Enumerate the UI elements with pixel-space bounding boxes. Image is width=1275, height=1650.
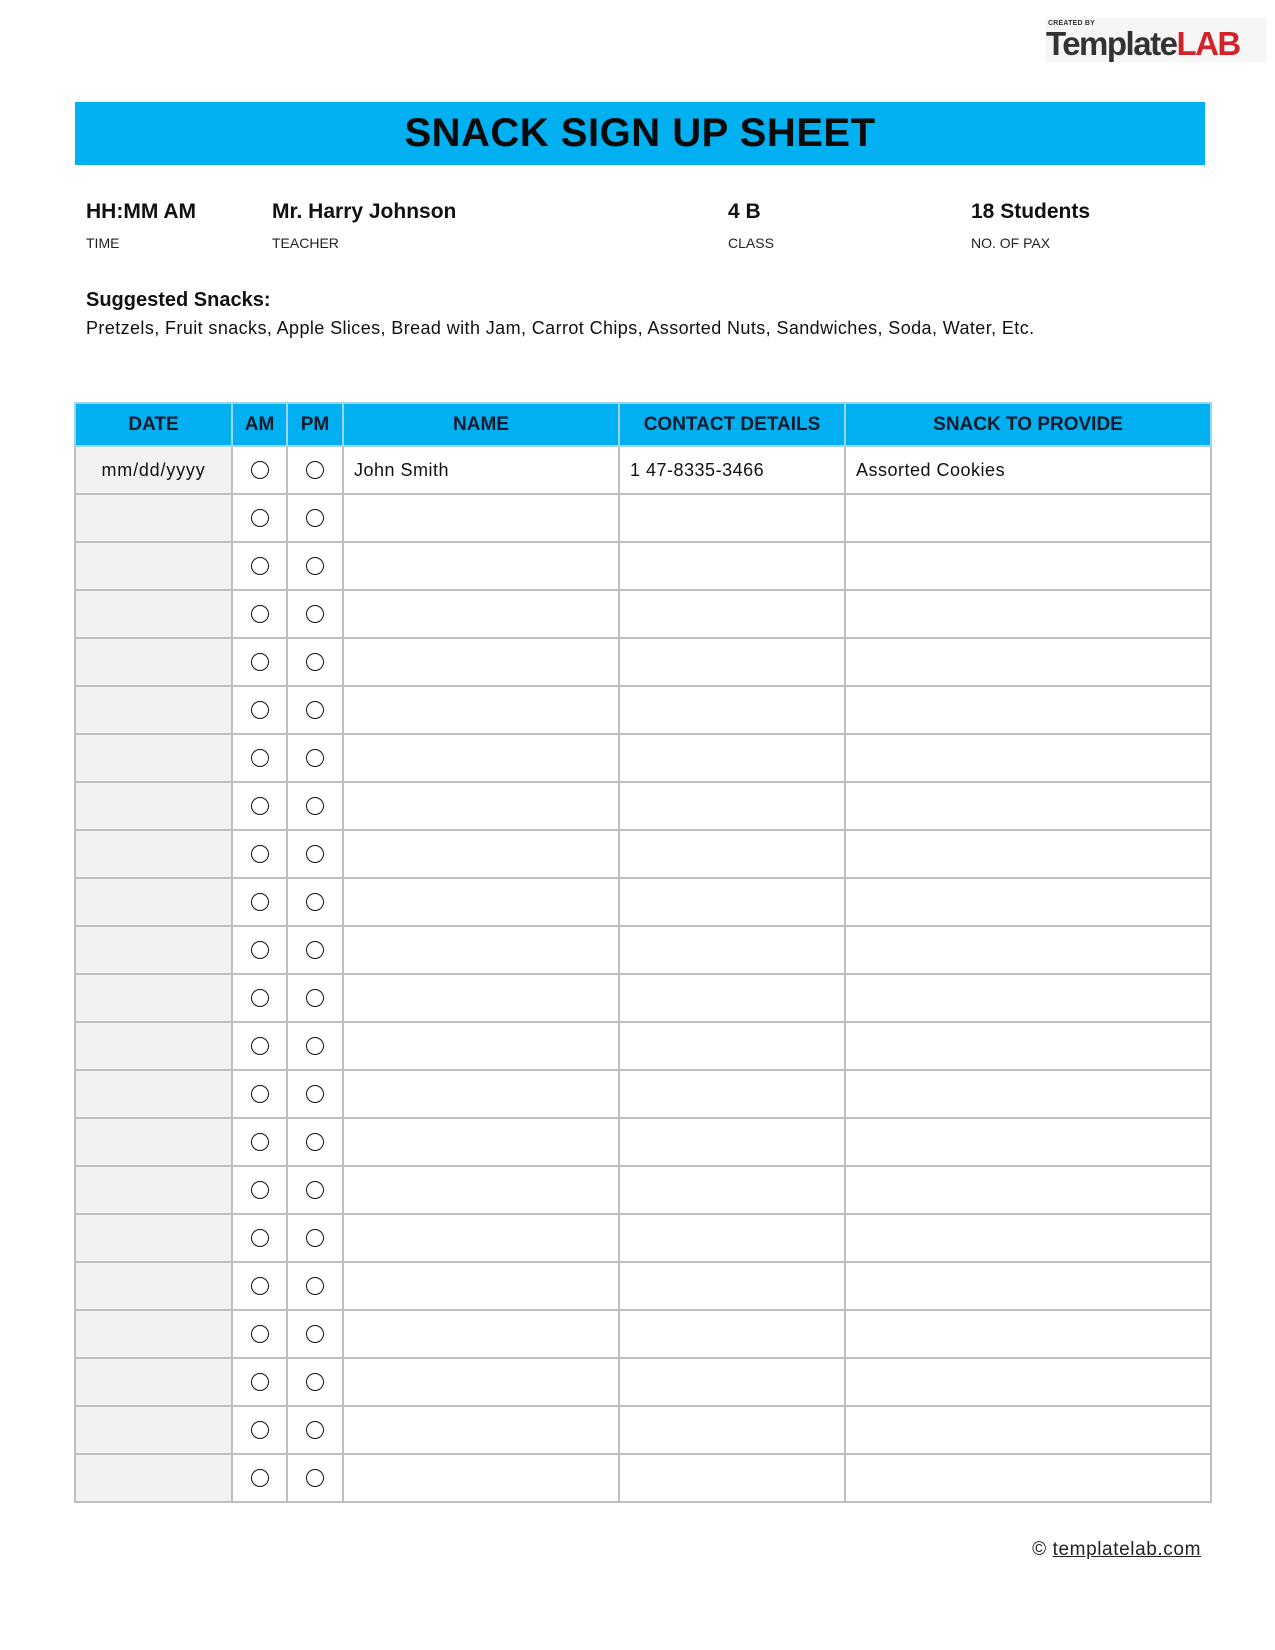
name-cell[interactable] (343, 974, 619, 1022)
table-header-row (75, 403, 1211, 446)
pm-cell (287, 1214, 343, 1262)
pm-radio[interactable] (306, 509, 324, 527)
contact-cell[interactable] (619, 1022, 845, 1070)
contact-cell[interactable] (619, 830, 845, 878)
date-cell[interactable] (75, 782, 232, 830)
pm-radio[interactable] (306, 1277, 324, 1295)
date-cell[interactable] (75, 1358, 232, 1406)
pm-cell (287, 1358, 343, 1406)
contact-cell[interactable] (619, 1118, 845, 1166)
header-snack: SNACK TO PROVIDE (845, 403, 1211, 446)
pm-cell (287, 974, 343, 1022)
contact-cell[interactable] (619, 1070, 845, 1118)
class-label: CLASS (728, 235, 774, 251)
contact-cell[interactable]: 1 47-8335-3466 (619, 446, 845, 494)
table-row (75, 494, 1211, 542)
date-cell[interactable]: mm/dd/yyyy (75, 446, 232, 494)
pm-cell (287, 734, 343, 782)
pm-radio[interactable] (306, 1229, 324, 1247)
contact-cell[interactable] (619, 590, 845, 638)
pm-cell (287, 686, 343, 734)
pm-cell (287, 1262, 343, 1310)
am-cell (232, 1406, 287, 1454)
name-cell[interactable] (343, 1118, 619, 1166)
pm-cell (287, 830, 343, 878)
snack-cell[interactable] (845, 1022, 1211, 1070)
contact-cell[interactable] (619, 782, 845, 830)
am-cell (232, 782, 287, 830)
pm-radio[interactable] (306, 1469, 324, 1487)
table-row (75, 1454, 1211, 1502)
am-cell (232, 638, 287, 686)
header-contact: CONTACT DETAILS (619, 403, 845, 446)
name-cell[interactable] (343, 1454, 619, 1502)
pm-radio[interactable] (306, 1085, 324, 1103)
table-row (75, 1070, 1211, 1118)
pm-radio[interactable] (306, 653, 324, 671)
table-row (75, 1358, 1211, 1406)
name-cell[interactable] (343, 638, 619, 686)
pm-cell (287, 1166, 343, 1214)
snack-cell[interactable] (845, 1118, 1211, 1166)
pm-cell (287, 1022, 343, 1070)
teacher-value[interactable]: Mr. Harry Johnson (272, 200, 457, 223)
logo-brand (1046, 24, 1240, 64)
suggested-snacks-heading: Suggested Snacks: (86, 289, 271, 311)
am-cell (232, 1262, 287, 1310)
am-cell (232, 1358, 287, 1406)
pm-radio[interactable] (306, 701, 324, 719)
pm-radio[interactable] (306, 1181, 324, 1199)
table-row (75, 446, 1211, 494)
pm-cell (287, 446, 343, 494)
templatelab-link[interactable]: templatelab.com (1052, 1539, 1201, 1560)
am-cell (232, 1118, 287, 1166)
name-cell[interactable] (343, 1310, 619, 1358)
date-cell[interactable] (75, 542, 232, 590)
table-row (75, 590, 1211, 638)
table-row (75, 1310, 1211, 1358)
date-cell[interactable] (75, 830, 232, 878)
name-cell[interactable] (343, 830, 619, 878)
snack-cell[interactable] (845, 1454, 1211, 1502)
date-cell[interactable] (75, 1166, 232, 1214)
pm-radio[interactable] (306, 1133, 324, 1151)
am-cell (232, 1070, 287, 1118)
am-cell (232, 1454, 287, 1502)
snack-cell[interactable] (845, 830, 1211, 878)
date-cell[interactable] (75, 974, 232, 1022)
info-class (728, 200, 774, 251)
footer (1032, 1539, 1201, 1561)
snack-cell[interactable] (845, 734, 1211, 782)
date-cell[interactable] (75, 1310, 232, 1358)
am-radio[interactable] (251, 1277, 269, 1295)
signup-table (74, 402, 1212, 1503)
am-cell (232, 830, 287, 878)
contact-cell[interactable] (619, 878, 845, 926)
pax-value[interactable]: 18 Students (971, 200, 1091, 223)
header-pm: PM (287, 403, 343, 446)
time-value[interactable]: HH:MM AM (86, 200, 197, 223)
am-radio[interactable] (251, 605, 269, 623)
logo-brand-template: Template (1046, 25, 1177, 62)
snack-cell[interactable] (845, 1166, 1211, 1214)
name-cell[interactable] (343, 1214, 619, 1262)
am-radio[interactable] (251, 1181, 269, 1199)
date-cell[interactable] (75, 1406, 232, 1454)
am-radio[interactable] (251, 701, 269, 719)
snack-cell[interactable] (845, 638, 1211, 686)
pm-radio[interactable] (306, 989, 324, 1007)
am-radio[interactable] (251, 461, 269, 479)
table-row (75, 1406, 1211, 1454)
am-radio[interactable] (251, 749, 269, 767)
table-row (75, 638, 1211, 686)
snack-cell[interactable]: Assorted Cookies (845, 446, 1211, 494)
snack-cell[interactable] (845, 1406, 1211, 1454)
name-cell[interactable] (343, 926, 619, 974)
am-cell (232, 542, 287, 590)
name-cell[interactable] (343, 1358, 619, 1406)
date-cell[interactable] (75, 686, 232, 734)
table-row (75, 542, 1211, 590)
class-value[interactable]: 4 B (728, 200, 761, 223)
date-cell[interactable] (75, 1454, 232, 1502)
templatelab-logo (1046, 18, 1266, 62)
snack-cell[interactable] (845, 926, 1211, 974)
pm-radio[interactable] (306, 749, 324, 767)
pm-radio[interactable] (306, 1421, 324, 1439)
am-radio[interactable] (251, 1421, 269, 1439)
table-row (75, 830, 1211, 878)
table-row (75, 1214, 1211, 1262)
contact-cell[interactable] (619, 638, 845, 686)
am-radio[interactable] (251, 797, 269, 815)
info-teacher (272, 200, 456, 251)
contact-cell[interactable] (619, 734, 845, 782)
am-radio[interactable] (251, 1373, 269, 1391)
pm-cell (287, 1118, 343, 1166)
contact-cell[interactable] (619, 1262, 845, 1310)
am-radio[interactable] (251, 1229, 269, 1247)
am-radio[interactable] (251, 1133, 269, 1151)
am-radio[interactable] (251, 557, 269, 575)
snack-cell[interactable] (845, 1262, 1211, 1310)
teacher-label: TEACHER (272, 235, 339, 251)
contact-cell[interactable] (619, 494, 845, 542)
pm-radio[interactable] (306, 1325, 324, 1343)
am-radio[interactable] (251, 845, 269, 863)
header-am: AM (232, 403, 287, 446)
snack-cell[interactable] (845, 542, 1211, 590)
name-cell[interactable] (343, 1406, 619, 1454)
pm-cell (287, 638, 343, 686)
header-name: NAME (343, 403, 619, 446)
contact-cell[interactable] (619, 1310, 845, 1358)
snack-cell[interactable] (845, 686, 1211, 734)
snack-cell[interactable] (845, 1070, 1211, 1118)
am-cell (232, 686, 287, 734)
am-cell (232, 1214, 287, 1262)
date-cell[interactable] (75, 494, 232, 542)
contact-cell[interactable] (619, 1358, 845, 1406)
name-cell[interactable] (343, 878, 619, 926)
am-cell (232, 1310, 287, 1358)
pm-cell (287, 1070, 343, 1118)
contact-cell[interactable] (619, 1166, 845, 1214)
pm-radio[interactable] (306, 797, 324, 815)
am-cell (232, 1022, 287, 1070)
table-row (75, 782, 1211, 830)
am-cell (232, 926, 287, 974)
pm-radio[interactable] (306, 941, 324, 959)
am-cell (232, 974, 287, 1022)
am-radio[interactable] (251, 1085, 269, 1103)
table-row (75, 686, 1211, 734)
date-cell[interactable] (75, 590, 232, 638)
contact-cell[interactable] (619, 974, 845, 1022)
pm-radio[interactable] (306, 1373, 324, 1391)
info-time (86, 200, 196, 251)
table-row (75, 734, 1211, 782)
am-radio[interactable] (251, 509, 269, 527)
table-row (75, 1118, 1211, 1166)
am-cell (232, 734, 287, 782)
am-cell (232, 590, 287, 638)
pm-cell (287, 1406, 343, 1454)
name-cell[interactable]: John Smith (343, 446, 619, 494)
pm-radio[interactable] (306, 605, 324, 623)
snack-cell[interactable] (845, 1310, 1211, 1358)
date-cell[interactable] (75, 1022, 232, 1070)
am-cell (232, 1166, 287, 1214)
logo-created-by: CREATED BY (1048, 20, 1095, 27)
pm-radio[interactable] (306, 893, 324, 911)
pm-cell (287, 782, 343, 830)
snack-cell[interactable] (845, 1214, 1211, 1262)
pm-cell (287, 542, 343, 590)
am-radio[interactable] (251, 989, 269, 1007)
table-row (75, 1262, 1211, 1310)
name-cell[interactable] (343, 1022, 619, 1070)
table-row (75, 974, 1211, 1022)
name-cell[interactable] (343, 686, 619, 734)
date-cell[interactable] (75, 1118, 232, 1166)
date-cell[interactable] (75, 1214, 232, 1262)
pm-cell (287, 926, 343, 974)
snack-cell[interactable] (845, 974, 1211, 1022)
contact-cell[interactable] (619, 686, 845, 734)
pm-cell (287, 590, 343, 638)
name-cell[interactable] (343, 782, 619, 830)
am-radio[interactable] (251, 653, 269, 671)
snack-cell[interactable] (845, 494, 1211, 542)
pm-cell (287, 1310, 343, 1358)
table-row (75, 1166, 1211, 1214)
date-cell[interactable] (75, 1070, 232, 1118)
name-cell[interactable] (343, 542, 619, 590)
pm-cell (287, 1454, 343, 1502)
name-cell[interactable] (343, 494, 619, 542)
contact-cell[interactable] (619, 542, 845, 590)
date-cell[interactable] (75, 878, 232, 926)
pax-label: NO. OF PAX (971, 235, 1051, 251)
pm-cell (287, 878, 343, 926)
pm-radio[interactable] (306, 461, 324, 479)
am-cell (232, 878, 287, 926)
date-cell[interactable] (75, 638, 232, 686)
am-cell (232, 446, 287, 494)
time-label: TIME (86, 235, 120, 251)
am-radio[interactable] (251, 893, 269, 911)
contact-cell[interactable] (619, 1454, 845, 1502)
suggested-snacks-list: Pretzels, Fruit snacks, Apple Slices, Bread with Jam, Carrot Chips, Assorted Nuts, Sandwiches, Soda, Water, Etc. (86, 318, 1035, 338)
contact-cell[interactable] (619, 1406, 845, 1454)
copyright-symbol: © (1032, 1539, 1047, 1560)
pm-radio[interactable] (306, 845, 324, 863)
info-pax (971, 200, 1090, 251)
title-bar (75, 102, 1205, 165)
contact-cell[interactable] (619, 926, 845, 974)
am-radio[interactable] (251, 1325, 269, 1343)
am-radio[interactable] (251, 941, 269, 959)
pm-radio[interactable] (306, 557, 324, 575)
snack-cell[interactable] (845, 782, 1211, 830)
name-cell[interactable] (343, 1262, 619, 1310)
pm-radio[interactable] (306, 1037, 324, 1055)
am-cell (232, 494, 287, 542)
date-cell[interactable] (75, 1262, 232, 1310)
am-radio[interactable] (251, 1469, 269, 1487)
header-date: DATE (75, 403, 232, 446)
table-row (75, 926, 1211, 974)
table-row (75, 878, 1211, 926)
snack-cell[interactable] (845, 1358, 1211, 1406)
date-cell[interactable] (75, 734, 232, 782)
date-cell[interactable] (75, 926, 232, 974)
contact-cell[interactable] (619, 1214, 845, 1262)
page-title: SNACK SIGN UP SHEET (404, 111, 876, 155)
name-cell[interactable] (343, 590, 619, 638)
pm-cell (287, 494, 343, 542)
snack-cell[interactable] (845, 590, 1211, 638)
snack-cell[interactable] (845, 878, 1211, 926)
suggested-snacks (86, 289, 1206, 339)
name-cell[interactable] (343, 1166, 619, 1214)
logo-brand-lab: LAB (1176, 25, 1240, 62)
am-radio[interactable] (251, 1037, 269, 1055)
name-cell[interactable] (343, 1070, 619, 1118)
name-cell[interactable] (343, 734, 619, 782)
table-row (75, 1022, 1211, 1070)
